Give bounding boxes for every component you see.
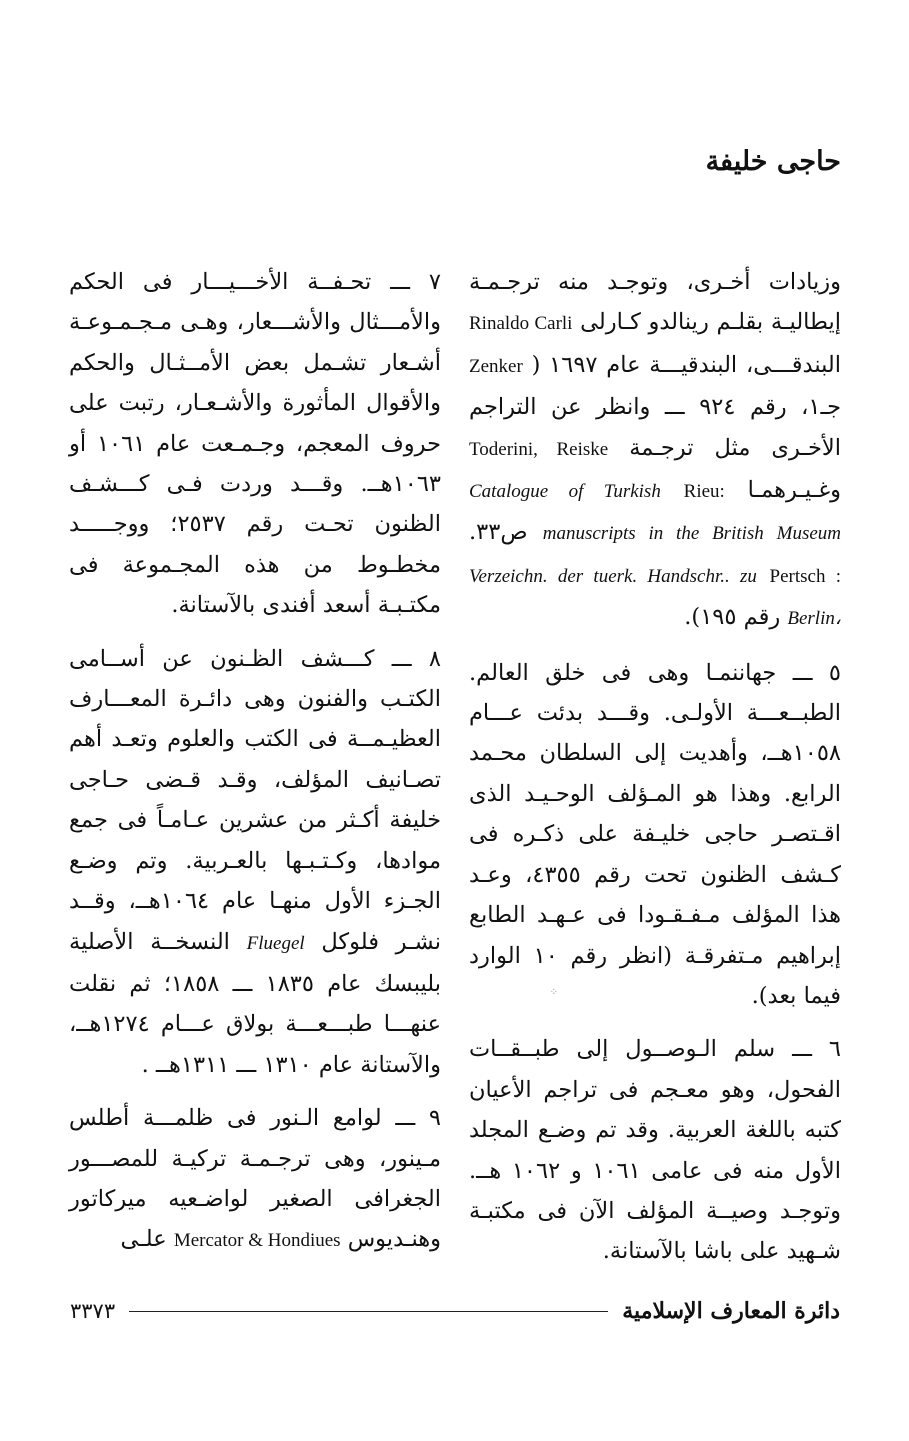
right-column: [469, 262, 841, 1285]
p1-text-m: رقم ١٩٥).: [684, 604, 781, 631]
entry-7: ٧ ـــ تحـفــة الأخـــيـــار فى الحكم والأمـــثال والأشـــعار، وهـى مـجـمـوعـة أشـعار تشـمل بعض الأمــثـال والحكم والأقوال المأثورة والأشـعـار، رتبت على حروف المعجم، وجـمـعت عام ١٠٦١ أو ١٠٦٣هــ. وقـــد وردت فـى كـــشـف الظنون تحـت رقم ٢٥٣٧؛ ووجـــــد مخطـوط من هذه المجـموعة فى مكتـبـة أسعد أفندى بالآستانة.: [69, 269, 441, 619]
p1-latin-carli: Rinaldo Carli: [469, 313, 573, 335]
footer-rule: [129, 1311, 608, 1312]
p8-text-c: النسخــة الأصلية بليبسك عام ١٨٣٥ ـــ ١٨٥٨؛ ثم نقلت عنهـــا طبـــعـــة بولاق عـــام ١٢٧٤هــ، والآستانة عام ١٣١٠ ـــ ١٣١١هــ .: [69, 928, 441, 1078]
p9-latin-mercator: Mercator & Hondiues: [173, 1230, 341, 1252]
p1-latin-rieu: Rieu:: [683, 481, 725, 503]
p1-latin-toderini: Toderini, Reiske: [469, 438, 609, 460]
footer-title: دائرة المعارف الإسلامية: [622, 1298, 840, 1324]
p8-latin-fluegel: Fluegel: [246, 932, 305, 954]
page-footer: [70, 1296, 840, 1326]
p1-text-c: البندقـــى، البندقيـــة عام ١٦٩٧ (: [531, 351, 841, 378]
p8-text-a: ٨ ـــ كـــشف الظـنون عن أســامى الكتـب والفنون وهى دائـرة المعـــارف العظيـمــة فى الكتب والعلوم وتعـد أهم تصـانيف المؤلف، وقـد قـضى حـاجى خليفة أكـثر من عشرين عـامـاً فى جمع موادها، وكـتـبـها بالعـربية. وتم وضـع الجـزء الأول منهـا عام ١٠٦٤هــ، وقــد نشـر فلوكل: [69, 645, 441, 955]
entry-5: ٥ ـــ جهاننمـا وهى فى خلق العالم. الطبــعـــة الأولـى. وقـــد بدئت عـــام ١٠٥٨هــ، وأهديت إلى السلطان محـمد الرابع. وهذا هو المـؤلف الوحـيـد الذى اقـتصـر حاجى خليـفة على ذكـره فى كـشف الظنون تحت رقم ٤٣٥٥، وعـد هذا المؤلف مـفـقـودا فى عـهـد الطابع إبراهيم مـتفرقـة (انظر رقم ١٠ الوارد فيما بعد).: [469, 659, 841, 1009]
p1-text-e: جـ١، رقم ٩٢٤ ـــ وانظر عن التراجم الأخـرى مثل ترجـمة: [469, 394, 842, 461]
p1-latin-catalogue: Catalogue of Turkish manuscripts in the British Museum: [469, 481, 841, 545]
p1-latin-zenker: Zenker: [469, 355, 523, 377]
p1-text-a: وزيادات أخـرى، وتوجـد منه ترجـمـة إيطاليـة بقلـم رينالدو كـارلى: [469, 269, 842, 336]
entry-8: [69, 639, 441, 1085]
p1-text-j: ص٣٣.: [469, 519, 528, 546]
entry-6: ٦ ـــ سلم الـوصــول إلى طبــقــات الفحول، وهو معـجم فى تراجم الأعيان كتبه باللغة العربية. وقد تم وضـع المجلد الأول منه فى عامى ١٠٦١ و ١٠٦٢ هــ. وتوجـد وصيــة المؤلف الآن فى مكتبـة شـهيد على باشا بالآستانة.: [469, 1036, 842, 1265]
p9-text-a: ٩ ـــ لوامع الـنور فى ظلمـــة أطلس مـينور، وهى ترجـمـة تركيـة للمصـــور الجغرافى الصغير لواضـعيه ميركاتور وهنـديوس: [69, 1105, 441, 1253]
page-number: ٣٣٧٣: [70, 1299, 116, 1323]
p1-latin-pertsch: Pertsch :: [769, 565, 841, 587]
left-column: [69, 262, 441, 1275]
entry-9: [69, 1098, 441, 1262]
running-head: حاجى خليفة: [705, 146, 841, 177]
p1-latin-verzeichn: Verzeichn. der tuerk. Handschr.. zu Berlin،: [469, 565, 841, 630]
scan-speck: ⁘: [549, 987, 558, 998]
entry-4-continuation: [469, 262, 841, 640]
p1-text-g: وغـيـرهمـا: [747, 477, 841, 504]
p9-text-c: علـى: [120, 1226, 167, 1253]
